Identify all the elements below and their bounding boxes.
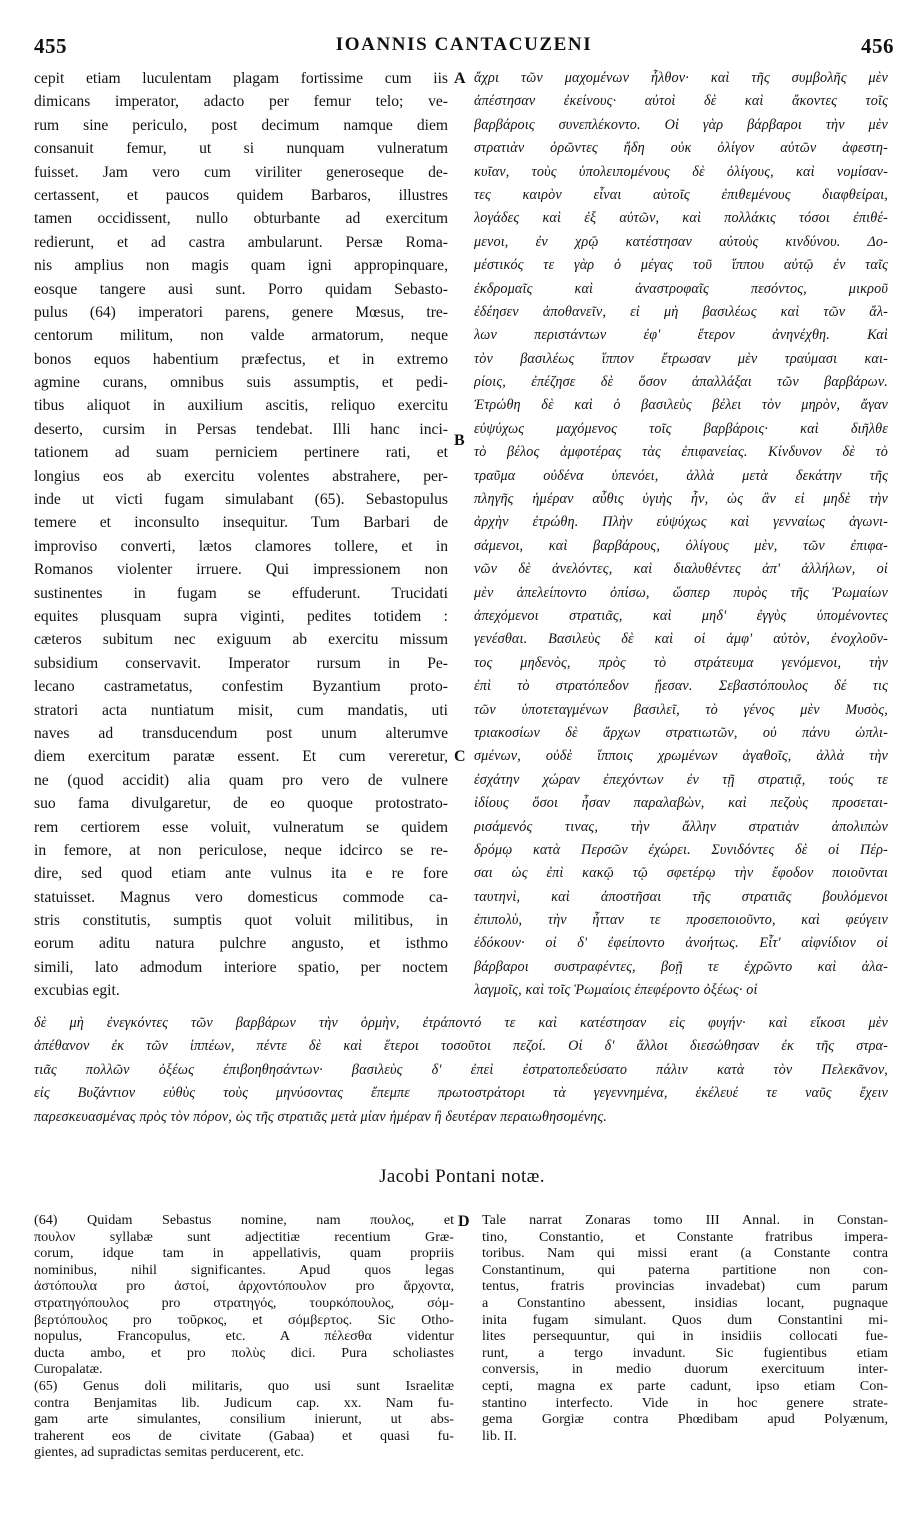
latin-text-line: nis amplius non magis quam igni appropinquare, — [34, 257, 448, 275]
note-line: (64) Quidam Sebastus nomine, nam πουλος, et — [34, 1212, 454, 1228]
latin-text-line: eorum aditu natura pulchre angusto, et isthmo — [34, 935, 448, 953]
greek-text-line: στρατιὰν ὁρῶντες ἤδη οὐκ ὀλίγον αὐτῶν ἀφεστη- — [474, 140, 888, 157]
latin-text-line: stratori acta nuntiatum misit, cum mandatis, uti — [34, 701, 448, 719]
note-line: runt, a tergo invadunt. Sic fugientibus etiam — [482, 1344, 888, 1361]
latin-text-line: naves ad transducendum post unum alterumve — [34, 724, 448, 742]
latin-text-line: lecano castrametatus, confestim Byzantium proto- — [34, 678, 448, 696]
margin-letter-c: C — [454, 748, 466, 765]
greek-text-line: ἀπέστησαν ἐκείνους· αὐτοὶ δὲ καὶ ἄκοντες τοῖς — [474, 93, 888, 110]
greek-text-line: κυῖαν, τοὺς ὑπολειπομένους δὲ ὀλίγους, καὶ νομίσαν- — [474, 163, 888, 180]
greek-text-line: πληγῆς ἡμέραν αὖθις ὑγιὴς ἦν, ὡς ἂν εἰ μηδὲ τὴν — [474, 491, 888, 508]
greek-full-line: ἀπέθανον ἐκ τῶν ἱππέων, πέντε δὲ καὶ ἕτεροι τοσοῦτοι πεζοί. Οἱ δ' ἄλλοι διεσώθησαν ἐκ τῆς στρα- — [34, 1038, 888, 1055]
greek-text-line: ρίοις, ἐπέζησε δὲ ὅσον ἀπαλλάξαι τῶν βαρβάρων. — [474, 374, 888, 391]
note-line: gema Gorgiæ contra Phœdibam apud Polyænum, — [482, 1411, 888, 1428]
greek-text-line: γενέσθαι. Βασιλεὺς δὲ καὶ οἱ ἀμφ' αὐτὸν, ἐνοχλοῦν- — [474, 631, 888, 648]
greek-text-line: σμένων, οὐδὲ ἵπποις χρωμένων ἀγαθοῖς, ἀλλὰ τὴν — [474, 748, 888, 765]
note-line: gientes, ad supradictas semitas perducerent, etc. — [34, 1444, 305, 1461]
note-line: βερτόπουλος pro τοῦρκος, et σόμβερτος. Sic Otho- — [34, 1311, 454, 1328]
latin-text-line: deserto, cursim in Persas tendebat. Illi hanc inci- — [34, 420, 448, 438]
note-line: tino, Constantio, et Constante fratribus impera- — [482, 1228, 888, 1245]
greek-text-line: δρόμῳ κατὰ Περσῶν ἐχώρει. Συνιδόντες δὲ οἱ Πέρ- — [474, 841, 888, 858]
note-line: a Constantino abessent, insidias locant, pugnaque — [482, 1294, 888, 1311]
notes-right-column — [482, 1212, 888, 1444]
note-line: lib. II. — [482, 1427, 517, 1444]
latin-text-line: in femore, at non periculose, neque idcirco se re- — [34, 841, 448, 859]
greek-text-line: ρισάμενός τινας, τὴν ἄλλην στρατιὰν ἀπολιπὼν — [474, 818, 888, 835]
latin-text-line: cæteros subitum nec exiguum ab exercitu missum — [34, 631, 448, 649]
greek-text-line: τῶν ὑποτεταγμένων βασιλεῖ, τὸ γένος μὲν Μυσὸς, — [474, 701, 888, 718]
note-line: contra Benjamitas lib. Judicum cap. xx. Nam fu- — [34, 1394, 454, 1411]
greek-text-line: ἐπὶ τὸ στρατόπεδον ᾔεσαν. Σεβαστόπουλος δέ τις — [474, 678, 888, 695]
latin-text-line: improviso converti, lætos clamores tollere, et in — [34, 537, 448, 555]
greek-full-width-text — [34, 1012, 888, 1129]
note-line: (65) Genus doli militaris, quo usi sunt Israelitæ — [34, 1377, 454, 1394]
margin-letter-d: D — [458, 1213, 470, 1230]
greek-text-line: νῶν δὲ ἀνελόντες, καὶ διαλυθέντες ἀπ' ἀλλήλων, οἱ — [474, 561, 888, 578]
latin-text-line: statuisset. Magnus vero domesticus commode ca- — [34, 888, 448, 906]
latin-text-line: longius eos ab exercitu volentes abstrahere, per- — [34, 467, 448, 485]
latin-text-line: fuisset. Jam vero cum viriliter generoseque de- — [34, 163, 448, 181]
latin-text-line: certassent, et paucos quidem Barbaros, illustres — [34, 186, 448, 204]
latin-text-line: tationem ad suam perniciem pertinere rati, et — [34, 444, 448, 462]
latin-text-line: simili, lato admodum interiore spatio, per noctem — [34, 958, 448, 976]
greek-text-line: μέστικός τε γὰρ ὁ μέγας τοῦ ἵππου αὐτῷ ἐν ταῖς — [474, 257, 888, 274]
note-line: conversis, in medio duorum exercituum inter- — [482, 1361, 888, 1378]
latin-text-line: diem exercitum paratæ essent. Et cum vereretur, — [34, 748, 448, 766]
latin-text-line: ne (quod accidit) alia quam pro vero de vulnere — [34, 771, 448, 789]
note-line: ducta ambo, et pro πολὺς dici. Pura scholiastes — [34, 1344, 454, 1361]
latin-text-line: excubias egit. — [34, 982, 120, 1000]
latin-text-line: equites plusquam supra viginti, pedites totidem : — [34, 607, 448, 625]
greek-text-line: σαι ὡς ἐπὶ κακῷ τῷ σφετέρῳ τὴν ἔφοδον ποιοῦνται — [474, 865, 888, 882]
greek-text-line: εὐψύχως μαχόμενος τοῖς βαρβάροις· καὶ διῆλθε — [474, 420, 888, 437]
latin-column — [34, 67, 448, 1003]
greek-full-line: τιᾶς πολλῶν ὀξέως ἐπιβοηθησάντων· βασιλεὺς δ' ἐπεὶ ἐστρατοπεδεύσατο πάλιν κατὰ τὸν Πελεκᾶνον, — [34, 1061, 888, 1078]
margin-letter-b: B — [454, 432, 465, 449]
latin-text-line: eosque tangere ausi sunt. Porro quidam Sebasto- — [34, 280, 448, 298]
latin-text-line: dire, sed quod etiam ante vulnus ita e re fore — [34, 865, 448, 883]
greek-text-line: τος μηδενὸς, πρὸς τὸ στράτευμα γενόμενοι, τὴν — [474, 654, 888, 671]
note-line: inita fugam simulant. Quos dum Constantini mi- — [482, 1311, 888, 1328]
note-line: πουλον syllabæ sunt adjectitiæ recentium Græ- — [34, 1228, 454, 1245]
note-line: Tale narrat Zonaras tomo III Annal. in Constan- — [482, 1212, 888, 1228]
greek-text-line: ἄχρι τῶν μαχομένων ἦλθον· καὶ τῆς συμβολῆς μὲν — [474, 70, 888, 86]
notes-title: Jacobi Pontani notæ. — [379, 1166, 545, 1187]
greek-text-line: βάρβαροι συστραφέντες, βοῇ τε ἐχρῶντο καὶ ἀλα- — [474, 958, 888, 975]
note-line: stantino interfecto. Vide in hoc genere strate- — [482, 1394, 888, 1411]
note-line: cepti, magna ex parte cadunt, ipso etiam Con- — [482, 1377, 888, 1394]
greek-text-line: μενοι, ἐν χρῷ κατέστησαν αὐτοὺς κινδύνου. Δο- — [474, 233, 888, 250]
greek-text-line: τὸν βασιλέως ἵππον ἔτρωσαν μὲν τραύμασι και- — [474, 350, 888, 367]
greek-text-line: σάμενοι, καὶ βαρβάρους, ὀλίγους μὲν, τῶν ἐπιφα- — [474, 537, 888, 554]
greek-text-line: τραῦμα οὐδένα ὑπενόει, ἀλλὰ μετὰ δεκάτην τῆς — [474, 467, 888, 484]
note-line: toribus. Nam qui missi erant (a Constante contra — [482, 1245, 888, 1262]
note-line: Constantinum, qui paterna partitione non con- — [482, 1261, 888, 1278]
greek-text-line: ἐδέησεν ἀποθανεῖν, εἰ μὴ βασιλέως καὶ τῶν ἄλ- — [474, 303, 888, 320]
latin-text-line: suo fama divulgaretur, de eo quoque protostrato- — [34, 795, 448, 813]
greek-text-line: τὸ βέλος ἀμφοτέρας τὰς ἐπιφανείας. Κίνδυνον δὲ τὸ — [474, 444, 888, 461]
running-header — [34, 34, 894, 58]
latin-text-line: rum sine periculo, post decimum namque diem — [34, 116, 448, 134]
note-line: στρατηγόπουλος pro στρατηγός, τουρκόπουλος, σόμ- — [34, 1294, 454, 1311]
greek-text-line: ἰδίους ὅσοι ἦσαν παραλαβὼν, καὶ πεζοὺς προσεται- — [474, 795, 888, 812]
latin-text-line: sustinentes in fugam se effuderunt. Trucidati — [34, 584, 448, 602]
greek-text-line: μὲν ἀπελείποντο ὀπίσω, ὥσπερ πυρὸς τῆς Ῥωμαίων — [474, 584, 888, 601]
note-line: Curopalatæ. — [34, 1361, 103, 1378]
latin-text-line: inde ut victi fugam simulabant (65). Sebastopulus — [34, 491, 448, 509]
note-line: nopulus, Francopulus, etc. A πέλεσθα videntur — [34, 1328, 454, 1345]
greek-text-line: ἐδόκουν· οἱ δ' ἐφείποντο ἀνοήτως. Εἶτ' αἰφνίδιον οἱ — [474, 935, 888, 952]
left-page-number: 455 — [34, 34, 67, 58]
greek-text-line: λογάδες καὶ ἐξ αὐτῶν, καὶ πολλάκις τόσοι ἐπιθέ- — [474, 210, 888, 227]
greek-text-line: λαγμοῖς, καὶ τοῖς Ῥωμαίοις ἐπεφέροντο ὀξέως· οἱ — [474, 982, 758, 999]
greek-text-line: ἀρχὴν ἐτρώθη. Πλὴν εὐψύχως καὶ γενναίως ἀγωνι- — [474, 514, 888, 531]
latin-text-line: stris constitutis, sumptis quot voluit militibus, in — [34, 912, 448, 930]
greek-full-line: δὲ μὴ ἐνεγκόντες τῶν βαρβάρων τὴν ὁρμὴν, ἐτράποντό τε καὶ κατέστησαν εἰς φυγήν· καὶ εἴκοσι μὲν — [34, 1015, 888, 1031]
running-title: IOANNIS CANTACUZENI — [335, 34, 593, 55]
note-line: traherent eos de civitate (Gabaa) et quasi fu- — [34, 1427, 454, 1444]
latin-text-line: temere et inconsulto insequitur. Tum Barbari de — [34, 514, 448, 532]
note-line: ἀστόπουλα pro ἀστοί, ἀρχοντόπουλον pro ἄρχοντα, — [34, 1278, 454, 1295]
note-line: gam arte simulantes, consilium inierunt, ut abs- — [34, 1411, 454, 1428]
latin-text-line: agmine curans, omnibus suis assumptis, et pedi- — [34, 374, 448, 392]
latin-text-line: dimicans imperator, adacto per femur telo; ve- — [34, 93, 448, 111]
greek-text-line: ταυτηνὶ, καὶ ἀποστῆσαι τῆς στρατιᾶς βουλόμενοι — [474, 888, 888, 905]
latin-text-line: pulus (64) imperatori parens, genere Mœsus, tre- — [34, 303, 448, 321]
greek-text-line: Ἐτρώθη δὲ καὶ ὁ βασιλεὺς βέλει τὸν μηρὸν, ἄγαν — [474, 397, 888, 414]
margin-letter-a: A — [454, 70, 466, 87]
latin-text-line: bonos equos habentium præfectus, et in extremo — [34, 350, 448, 368]
latin-text-line: centorum militum, non valde armatorum, neque — [34, 327, 448, 345]
greek-text-line: λων περιστάντων ἐφ' ἕτερον ἀνηνέχθη. Καὶ — [474, 327, 888, 344]
greek-column — [474, 67, 888, 1003]
greek-text-line: ἐκδρομαῖς καὶ ἀναστροφαῖς πεσόντος, μικροῦ — [474, 280, 888, 297]
greek-text-line: τες καιρὸν εἶναι αὐτοῖς ἐπιθεμένους διαφθείραι, — [474, 186, 888, 203]
note-line: tentus, fratris provincias invadebat) cum parum — [482, 1278, 888, 1295]
greek-full-line: εἰς Βυζάντιον εὐθὺς τοὺς μηνύσοντας ἔπεμπε πρωτοστράτορι τὰ γεγεννημένα, ἐκέλευέ τε ναῦς ἔχειν — [34, 1085, 888, 1102]
greek-text-line: ἀπεχόμενοι στρατιᾶς, καὶ μηδ' ἐγγὺς ὑπομένοντες — [474, 607, 888, 624]
note-line: nominibus, nihil significantes. Apud quos legas — [34, 1261, 454, 1278]
latin-text-line: tamen occidissent, nullo obturbante ad exercitum — [34, 210, 448, 228]
latin-text-line: tibus aliquot in auxilium ascitis, reliquo exercitu — [34, 397, 448, 415]
notes-left-column — [34, 1212, 454, 1461]
note-line: corum, idque tam in appellativis, quam propriis — [34, 1245, 454, 1262]
latin-text-line: consanuit femur, ut si nunquam vulneratum — [34, 140, 448, 158]
greek-text-line: τριακοσίων δὲ ἄρχων στρατιωτῶν, οὐ πάνυ ὡπλι- — [474, 724, 888, 741]
greek-text-line: ἐπιπολὺ, τὴν ἧτταν τε προσεποιοῦντο, καὶ φεύγειν — [474, 912, 888, 929]
right-page-number: 456 — [861, 34, 894, 58]
note-line: lites persequuntur, qui in insidiis collocati fue- — [482, 1328, 888, 1345]
greek-text-line: ἐσχάτην χώραν ἐπεχόντων ἐν τῇ στρατιᾷ, τούς τε — [474, 771, 888, 788]
greek-text-line: βαρβάροις συνεπλέκοντο. Οἱ γὰρ βάρβαροι τὴν μὲν — [474, 116, 888, 133]
greek-full-line: παρεσκευασμένας πρὸς τὸν πόρον, ὡς τῆς στρατιᾶς μετὰ μίαν ἡμέραν ἢ δευτέραν περαιωθησομένης. — [34, 1108, 607, 1125]
latin-text-line: rem certiorem esse voluit, vulneratum se quidem — [34, 818, 448, 836]
latin-text-line: Romanos violenter irruere. Qui impressionem non — [34, 561, 448, 579]
latin-text-line: cepit etiam luculentam plagam fortissime cum iis — [34, 70, 448, 87]
latin-text-line: redierunt, et ad castra ambularunt. Persæ Roma- — [34, 233, 448, 251]
latin-text-line: subsidium conservavit. Imperator rursum in Pe- — [34, 654, 448, 672]
